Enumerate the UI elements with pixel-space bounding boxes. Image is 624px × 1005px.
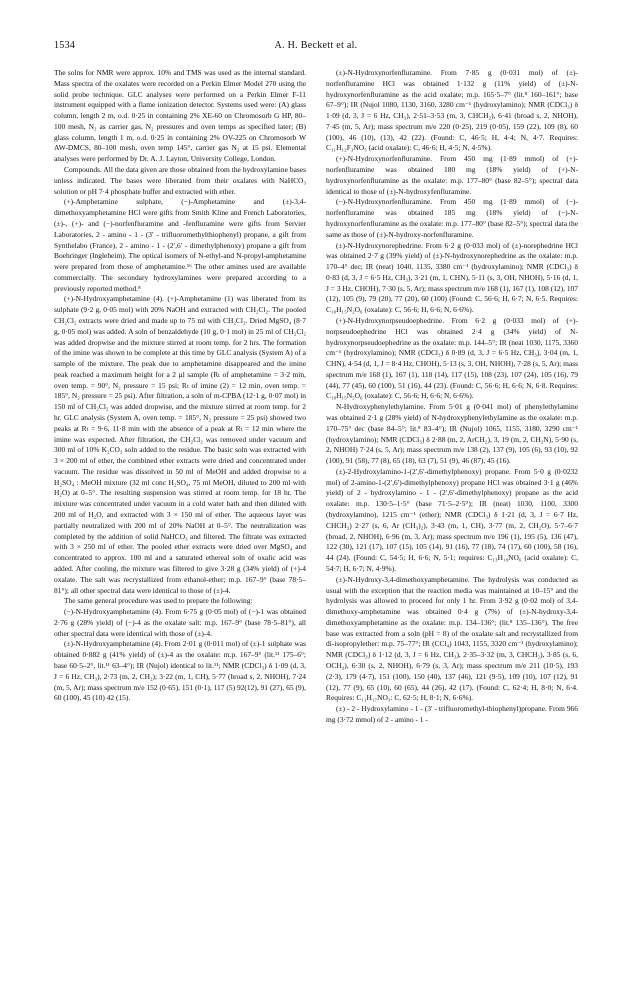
paragraph-plus-hydroxyamphetamine: (+)-N-Hydroxyamphetamine (4). (+)-Amphetamine (1) was liberated from its sulphate (9·2 g, 0·05 mol) with 20% NaOH and extracted with CH₂Cl₂. The pooled CH₂Cl₂ extracts were dried and made up to 75 ml with CH₂Cl₂. Dried MgSO₄ (8·7 g, 0·05 mol) was added. A soln of benzaldehyde (10 g, 0·1 mol) in 25 ml of CH₂Cl₂ was added dropwise and the mixture stirred at room temp. for 2 hrs. The formation of the imine was shown to be complete at this time by GLC analysis (System A) of a sample of the mixture. The peak due to amphetamine disappeared and the imine peak reached a maximum height for a 2 µl sample (Rₜ of amphetamine = 3·2 min, oven temp. = 90°, N₂ pressure = 15 psi; Rₜ of imine (2) = 12 min, oven temp. = 185°, N₂ pressure = 25 psi). After filtration, a soln of m-CPBA (12·1 g, 0·07 mol) in 150 ml of CH₂Cl₂ was added dropwise, and the mixture stirred at room temp. for 2 hr. GLC analysis (System A, oven temp. = 185°, N₂ pressure = 25 psi) showed two peaks at Rₜ = 9·6, 11·8 min with the absence of a peak at Rₜ = 12 min where the imine was expected. After filtration, the CH₂Cl₂ was removed under vacuum and 300 ml of 10% K₂CO₃ soln added to the residue. The basic soln was extracted with 3 × 200 ml of ether, the combined ether extracts were dried and concentrated under vacuum. The residue was dissolved in 50 ml of MeOH and added dropwise to a H₂SO₄ : MeOH mixture (32 ml conc H₂SO₄, 75 ml MeOH, diluted to 200 ml with H₂O) at 0–5°. The resulting suspension was stirred at room temp. for 18 hr. The mixture was concentrated under vacuum in a cold water bath and then diluted with 200 ml of H₂O, and extracted with 3 × 150 ml of ether. The aqueous layer was partially neutralized with 200 ml of 20% NaOH at 0–5°. The neutralization was completed by the addition of solid NaHCO₃ and filtered. The filtrate was extracted with 3 × 250 ml of ether. The pooled ether extracts were dried over MgSO₄ and concentrated to approx. 100 ml and a saturated ethereal soln of oxalic acid was added. After cooling, the mixture was filtered to give 3·28 g (34% yield) of (+)-4 oxalate. The salt was recrystallized from ethanol-ether; m.p. 167–9° (base 78·5–81°); all other spectral data were identical to those of (±)-4. [54,294,306,595]
paragraph-trifluoromethylthiophenyl-propane: (±) - 2 - Hydroxylamino - 1 - (3′ - trifluoromethyl-thiophenyl)propane. From 966 mg (3·72 mmol) of 2 - amino - 1 - [326,704,578,724]
paragraph-general-procedure: The same general procedure was used to prepare the following: [64,596,253,606]
paragraph-racemic-hydroxynorfenfluramine: (±)-N-Hydroxynorfenfluramine. From 7·85 g (0·031 mol) of (±)-norfenfluramine HCl was obtained 1·132 g (11% yield) of (±)-N-hydroxynorfenfluramine as the acid oxalate; m.p. 165·5–7° (lit.⁸ 160–161°; base 67–9°); IR (Nujol 1080, 1130, 3160, 3280 cm⁻¹ (hydroxylamino); NMR (CDCl₃) δ 1·09 (d, 3, J = 6 Hz, CH₃), 2·51–3·53 (m, 3, CHCH₂), 6·41 (broad s, 2, NHOH), 7·45 (m, 5, Ar); mass spectrum m/e 220 (0·25), 219 (0·05), 159 (22), 109 (8), 60 (100), 46 (10), (13), 42 (22). (Found: C, 46·5; H, 4·4; N, 4·7. Requires: C₁₁H₁₂F₃NO₅ (acid oxalate): C, 46·6; H, 4·5; N, 4·5%). [326,68,578,153]
paragraph-plus-hydroxynorfenfluramine: (+)-N-Hydroxynorfenfluramine. From 450 mg (1·89 mmol) of (+)-norfenfluramine was obtained 180 mg (18% yield) of (+)-N-hydroxynorfenfluramine as the oxalate: m.p. 177–80° (base 82–5°); spectral data identical to those of (±)-N-hydroxyfenfluramine. [326,154,578,196]
paragraph-compounds: Compounds. All the data given are those obtained from the hydroxylamine bases unless indicated. The bases were liberated from their oxalates with NaHCO₃ solution or pH 7·4 phosphate buffer and extracted with ether. [54,165,306,196]
paragraph-hydroxynorpseudoephedrine: (+)-N-Hydroxynorpseudoephedrine. From 6·2 g (0·033 mol) of (+)-norpseudoephedrine HCl was obtained 2·4 g (34% yield) of N-hydroxynorpseudoephedrine as the oxalate: m.p. 144–5°; IR (neat 1030, 1175, 3360 cm⁻¹ (hydroxylamino); NMR (CDCl₃) δ 0·89 (d, 3, J = 6·5 Hz, CH₃), 3·04 (m, 1, CHN), 4·54 (d, 1, J = 8·4 Hz, CHOH), 5·13 (s, 3, OH, NHOH), 7·28 (s, 5, Ar); mass spectrum m/e 168 (1), 167 (1), 118 (14), 117 (15), 108 (23), 107 (24), 105 (16), 79 (44), 77 (45), 60 (100), 51 (16), 44 (23). (Found: C, 56·6; H, 6·6; N, 6·8. Requires: C₁₀H₁₅N₂O₆ (oxalate): C, 56·6; H, 6·6; N, 6·6%). [326,315,578,401]
right-column [326,68,578,726]
page-header [54,40,578,54]
paragraph-instrumentation: The solns for NMR were approx. 10% and TMS was used as the internal standard. Mass spectra of the oxalates were recorded on a Perkin Elmer Model 270 using the solid probe technique. GLC analyses were performed on a Perkin Elmer F-11 instrument equipped with a flame ionization detector. Systems used were: (A) glass column, length 2 m, o.d. 0·25 in containing 2% XE-60 on Chromosorb G HP, 80–100 mesh, N₂ as carrier gas, N₂ pressures and oven temps as specified later; (B) glass column, length 1 m, o.d. 0·25 in containing 2% OV-225 on Chromosorb W AW-DMCS, 80–100 mesh, oven temp 145°, carrier gas N₂ at 15 psi. Elemental analyses were performed by Dr. A. J. Layton, University College, London. [54,68,306,164]
paragraph-hydroxynorephedrine: (±)-N-Hydroxynorephedrine. From 6·2 g (0·033 mol) of (±)-norephedrine HCl was obtained 2·7 g (39% yield) of (±)-N-hydroxynorephedrine as the oxalate: m.p. 170–4° dec; IR (neat) 1040, 1135, 3380 cm⁻¹ (hydroxylamino); NMR (CDCl₃) δ 0·83 (d, 3, J = 6·5 Hz, CH₃), 3·21 (m, 1, CHN), 5·11 (s, 3, OH, NHOH), 5·16 (d, 1, J = 3 Hz, CHOH), 7·30 (s, 5, Ar); mass spectrum m/e 168 (1), 167 (1), 108 (12), 107 (12), 105 (9), 79 (20), 77 (20), 60 (100) (Found: C, 56·6; H, 6·7; N, 6·5. Requires: C₁₀H₁₅N₂O₆ (oxalate): C, 56·6; H, 6·6; N, 6·6%). [326,240,578,315]
paragraph-minus-hydroxyamphetamine: (−)-N-Hydroxyamphetamine (4). From 6·75 g (0·05 mol) of (−)-1 was obtained 2·76 g (28% yield) of (−)-4 as the oxalate salt: m.p. 167–9° (base 78·5–81°), all other spectral data were identical with those of (±)-4. [54,607,306,638]
paragraph-hydroxyphenylethylamine: N-Hydroxyphenylethylamine. From 5·01 g (0·041 mol) of phenylethylamine was obtained 2·1 g (28% yield) of N-hydroxyphenylethylamine as the oxalate: m.p. 170–75° dec (base 84–5°; lit.⁸ 83–4°); IR (Nujol) 1065, 1155, 3180, 3290 cm⁻¹ (hydroxylamino); NMR (CDCl₃) δ 2·88 (m, 2, ArCH₂), 3, 19 (m, 2, CH₂N), 5·90 (s, 2, NHOH) 7·24 (s, 5, Ar); mass spectrum m/e 138 (2), 137 (9), 105 (6), 93 (10), 92 (100), 91 (58), 77 (8), 65 (18), 63 (7), 51 (9), 46 (87), 45 (16). [326,402,578,466]
paragraph-dimethylphenoxy-propane: (±)-2-Hydroxylamino-1-(2′,6′-dimethylphenoxy) propane. From 5·0 g (0·0232 mol) of 2-amino-1-(2′,6′)-dimethylphenoxy) propane HCl was obtained 3·1 g (46% yield) of 2 - hydroxylamino - 1 - (2′,6′-dimethylphenoxy) propane as the acid oxalate: m.p. 130·5–1·5° (base 71·5–2·5°); IR (neat) 1030, 1100, 3300 (hydroxylamino), 1215 cm⁻¹ (ether); NMR (CDCl₃) δ 1·21 (d, 3, J = 6·7 Hz, CHCH₃) 2·27 (s, 6, Ar (CH₃)₂), 3·43 (m, 1, CH), 3·77 (m, 2, CH₂O), 5·7–6·7 (broad, 2, NHOH), 6·96 (m, 3, Ar); mass spectrum m/e 196 (1), 195 (5), 136 (47), 122 (30), 121 (17), 107 (15), 105 (14), 91 (16), 77 (18), 74 (17), 60 (100), 58 (16), 44 (24). (Found: C, 54·5; H, 6·6; N, 5·1; requires: C₁₃H₁₉NO₆ (acid oxalate): C, 54·7; H, 6·7; N, 4·9%). [326,466,578,573]
page-number: 1534 [54,40,76,51]
left-column [54,68,306,704]
running-head: A. H. Beckett et al. [274,40,358,51]
paragraph-dimethoxyamphetamine: (±)-N-Hydroxy-3,4-dimethoxyamphetamine. The hydrolysis was conducted as usual with the exception that the reaction media was maintained at 10–15° and the hydrolysis was allowed to proceed for only 1 hr. From 3·92 g (0·02 mol) of 3,4-dimethoxy-amphetamine was obtained 0·4 g (7%) of (±)-N-hydroxy-3,4-dimethoxyamphetamine as the oxalate: m.p. 134–136°; (lit.⁸ 135–136°). The free base was extracted from a soln (pH = 8) of the oxalate salt and recrystallized from di-isopropylether: m.p. 75–77°; IR (CCl₄) 1043, 1155, 3320 cm⁻¹ (hydroxylamino); NMR (CDCl₃) δ 1·12 (d, 3, J = 6 Hz, CH₃), 2·35–3·32 (m, 3, CHCH₂), 3·85 (s, 6, OCH₃), 6·30 (s, 2, NHOH), 6·79 (s, 3, Ar); mass spectrum m/e 211 (10·5), 193 (2·3), 179 (4·7), 151 (100), 150 (40), 137 (46), 121 (9·5), 109 (10), 107 (12), 91 (12), 77 (9), 65 (10), 60 (65), 44 (26), 42 (17). (Found: C, 62·4; H, 8·0; N, 6·4. Requires: C₁₁H₁₇NO₃: C, 62·5; H, 8·1; N, 6·6%). [326,574,578,703]
paragraph-minus-hydroxynorfenfluramine: (−)-N-Hydroxynorfenfluramine. From 450 mg (1·89 mmol) of (−)-norfenfluramine was obtained 185 mg (18% yield) of (−)-N-hydroxynorfenfluramine as the oxalate: m.p. 177–80° (base 82–5°); spectral data the same as those of (±)-N-hydroxy-norfenfluramine. [326,197,578,239]
paragraph-amine-sources: (+)-Amphetamine sulphate, (−)-Amphetamine and (±)-3,4-dimethoxyamphetamine HCl were gifts from Smith Kline and French Laboratories, (±)-, (+)- and (−)-norfenfluramine and -fenfluramine were gifts from Servier Laboratories, 2 - amino - 1 - (3′ - trifluoromethylthiophenyl) propane, a gift from Synthelabo (France), 2 - amino - 1 - (2′,6′ - dimethylphenoxy) propane a gift from Boehringer (Ingleheim). The optical isomers of N-ethyl-and N-propyl-amphetamine were prepared from those of amphetamine.¹⁶ The other amines used are available commercially. The secondary hydroxylamines were prepared according to a previously reported method.⁸ [54,197,306,293]
paragraph-racemic-hydroxyamphetamine: (±)-N-Hydroxyamphetamine (4). From 2·01 g (0·011 mol) of (±)-1 sulphate was obtained 0·882 g (41% yield) of (±)-4 as the oxalate: m.p. 167–9° (lit.¹¹ 175–6°; base 60·5–2°, lit.¹¹ 63–4°); IR (Nujol) identical to lit.¹¹; NMR (CDCl₃) δ 1·09 (d, 3, J = 6 Hz, CH₃), 2·73 (m, 2, CH₂); 3·22 (m, 1, CH), 5·77 (broad s, 2, NHOH), 7·24 (m, 5, Ar); mass spectrum m/e 152 (0·65), 151 (0·1), 117 (5) 92(12), 91 (27), 65 (9), 60 (100), 45 (10) 42 (15). [54,639,306,703]
